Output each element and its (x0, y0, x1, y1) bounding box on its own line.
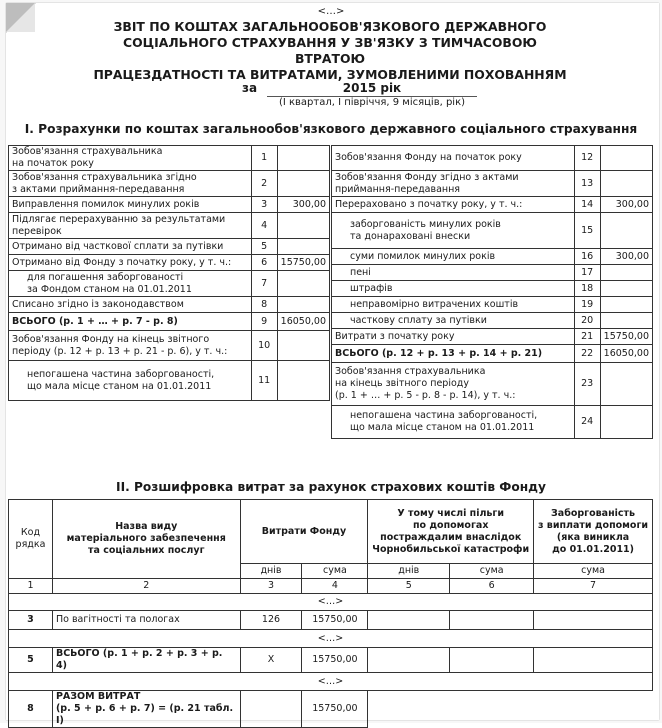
col-number: 6 (450, 579, 534, 594)
row-label: ВСЬОГО (р. 1 + … + р. 7 - р. 8) (9, 313, 252, 331)
row-code: 1 (251, 146, 277, 171)
right-row-22 (332, 345, 653, 363)
row-label: Перераховано з початку року, у т. ч.: (332, 197, 575, 213)
col-number: 7 (534, 579, 653, 594)
row-empty (534, 691, 653, 728)
row-code: 8 (9, 691, 53, 728)
row-label: Зобов'язання Фонду згідно з актами приймання-передавання (332, 171, 575, 197)
row-code: 5 (251, 239, 277, 255)
right-row-13 (332, 171, 653, 197)
row-label: неправомірно витрачених коштів (332, 297, 575, 313)
row-value: 300,00 (600, 197, 652, 213)
row-value (600, 363, 652, 406)
omission-row: <…> (9, 673, 653, 691)
document-title (90, 19, 570, 83)
row-days (240, 691, 302, 728)
left-row-3 (9, 197, 330, 213)
row-label: Зобов'язання Фонду на початок року (332, 146, 575, 171)
row-code: 23 (574, 363, 600, 406)
row-value (600, 297, 652, 313)
row-value (277, 239, 329, 255)
row-label: заборгованість минулих років та донараховані внески (332, 213, 575, 249)
col-number: 1 (9, 579, 53, 594)
omission-row: <…> (9, 630, 653, 648)
header-name (52, 500, 240, 579)
header-code (9, 500, 53, 579)
report-year: 2015 рік (267, 81, 477, 97)
row-code: 24 (574, 406, 600, 439)
row-value: 16050,00 (277, 313, 329, 331)
row-value (277, 271, 329, 297)
period-hint: (I квартал, I півріччя, 9 місяців, рік) (278, 97, 466, 108)
table-row (9, 691, 653, 728)
row-code: 20 (574, 313, 600, 329)
header-debt-text: Заборгованість з виплати допомоги (яка виникла до 01.01.2011) (537, 507, 649, 555)
row-code: 12 (574, 146, 600, 171)
row-value: 300,00 (600, 249, 652, 265)
row-label: непогашена частина заборгованості, що мала місце станом на 01.01.2011 (332, 406, 575, 439)
row-name: По вагітності та пологах (52, 611, 240, 630)
row-value (600, 146, 652, 171)
row-label: для погашення заборгованості за Фондом станом на 01.01.2011 (9, 271, 252, 297)
left-row-5 (9, 239, 330, 255)
omission-mark: <…> (317, 6, 345, 17)
row-value (600, 406, 652, 439)
row-label: Отримано від часткової сплати за путівки (9, 239, 252, 255)
row-empty (368, 691, 450, 728)
row-name-text: РАЗОМ ВИТРАТ (р. 5 + р. 6 + р. 7) = (р. 21 табл. І) (55, 691, 234, 726)
right-row-24 (332, 406, 653, 439)
row-value: 300,00 (277, 197, 329, 213)
section-1-right-table (331, 145, 653, 439)
right-row-12 (332, 146, 653, 171)
row-cell (450, 611, 534, 630)
row-label: Виправлення помилок минулих років (9, 197, 252, 213)
row-value: 15750,00 (600, 329, 652, 345)
right-row-19 (332, 297, 653, 313)
section-1-left-table (8, 145, 330, 401)
left-row-4 (9, 213, 330, 239)
header-days: днів (368, 564, 450, 579)
header-debt (534, 500, 653, 564)
row-code: 7 (251, 271, 277, 297)
row-value (277, 297, 329, 313)
row-value (600, 213, 652, 249)
header-chornobyl (368, 500, 534, 564)
col-number: 4 (302, 579, 368, 594)
row-value (277, 213, 329, 239)
row-label: часткову сплату за путівки (332, 313, 575, 329)
col-number: 3 (240, 579, 302, 594)
row-label: Зобов'язання страхувальника на кінець звітного періоду (р. 1 + … + р. 5 - р. 8 - р. 14), у т. ч.: (332, 363, 575, 406)
row-value (600, 265, 652, 281)
row-value (600, 313, 652, 329)
row-code: 5 (9, 648, 53, 673)
row-value (600, 281, 652, 297)
section-2-table (8, 499, 653, 728)
header-code-text: Код рядка (15, 527, 46, 550)
row-label: Зобов'язання страхувальника згідно з актами приймання-передавання (9, 171, 252, 197)
row-code: 21 (574, 329, 600, 345)
row-label: Зобов'язання страхувальника на початок року (9, 146, 252, 171)
left-row-7 (9, 271, 330, 297)
row-value: 15750,00 (277, 255, 329, 271)
row-label: непогашена частина заборгованості, що мала місце станом на 01.01.2011 (9, 361, 252, 401)
period-prefix: за (242, 81, 258, 95)
row-code: 10 (251, 331, 277, 361)
left-row-6 (9, 255, 330, 271)
right-row-17 (332, 265, 653, 281)
row-name: ВСЬОГО (р. 1 + р. 2 + р. 3 + р. 4) (52, 648, 240, 673)
row-cell (534, 648, 653, 673)
row-label: штрафів (332, 281, 575, 297)
row-days: 126 (240, 611, 302, 630)
title-line: ПРАЦЕЗДАТНОСТІ ТА ВИТРАТАМИ, ЗУМОВЛЕНИМИ ПОХОВАННЯМ (93, 67, 567, 82)
left-row-11 (9, 361, 330, 401)
row-value (277, 331, 329, 361)
row-code: 14 (574, 197, 600, 213)
row-code: 13 (574, 171, 600, 197)
row-days: Х (240, 648, 302, 673)
row-name (52, 691, 240, 728)
left-row-2 (9, 171, 330, 197)
omission-row: <…> (9, 594, 653, 611)
right-row-23 (332, 363, 653, 406)
row-label: Зобов'язання Фонду на кінець звітного періоду (р. 12 + р. 13 + р. 21 - р. 6), у т. ч.: (9, 331, 252, 361)
row-value (277, 171, 329, 197)
header-sum: сума (302, 564, 368, 579)
row-cell (534, 611, 653, 630)
header-name-text: Назва виду матеріального забезпечення та соціальних послуг (66, 521, 226, 556)
row-code: 9 (251, 313, 277, 331)
row-value (600, 171, 652, 197)
right-row-14 (332, 197, 653, 213)
title-line: СОЦІАЛЬНОГО СТРАХУВАННЯ У ЗВ'ЯЗКУ З ТИМЧАСОВОЮ ВТРАТОЮ (123, 35, 537, 66)
col-number: 2 (52, 579, 240, 594)
row-label: Списано згідно із законодавством (9, 297, 252, 313)
title-line: ЗВІТ ПО КОШТАХ ЗАГАЛЬНООБОВ'ЯЗКОВОГО ДЕРЖАВНОГО (113, 19, 547, 34)
row-sum: 15750,00 (302, 611, 368, 630)
row-code: 4 (251, 213, 277, 239)
row-empty (450, 691, 534, 728)
row-value: 16050,00 (600, 345, 652, 363)
left-row-8 (9, 297, 330, 313)
section-1-title: I. Розрахунки по коштах загальнообов'язкового державного соціального страхування (24, 122, 638, 136)
left-row-1 (9, 146, 330, 171)
left-row-10 (9, 331, 330, 361)
row-cell (368, 648, 450, 673)
header-fund-expenses: Витрати Фонду (240, 500, 368, 564)
row-label: Отримано від Фонду з початку року, у т. ч.: (9, 255, 252, 271)
right-row-16 (332, 249, 653, 265)
right-row-20 (332, 313, 653, 329)
row-code: 3 (251, 197, 277, 213)
row-code: 6 (251, 255, 277, 271)
row-code: 11 (251, 361, 277, 401)
row-label: пені (332, 265, 575, 281)
row-cell (450, 648, 534, 673)
col-number: 5 (368, 579, 450, 594)
row-label: суми помилок минулих років (332, 249, 575, 265)
row-code: 8 (251, 297, 277, 313)
row-sum: 15750,00 (302, 648, 368, 673)
row-value (277, 361, 329, 401)
row-code: 3 (9, 611, 53, 630)
header-sum: сума (534, 564, 653, 579)
header-sum: сума (450, 564, 534, 579)
right-row-15 (332, 213, 653, 249)
row-code: 18 (574, 281, 600, 297)
right-row-21 (332, 329, 653, 345)
row-sum: 15750,00 (302, 691, 368, 728)
row-label: Підлягає перерахуванню за результатами перевірок (9, 213, 252, 239)
row-code: 19 (574, 297, 600, 313)
row-cell (368, 611, 450, 630)
row-code: 15 (574, 213, 600, 249)
row-value (277, 146, 329, 171)
section-2-title: II. Розшифровка витрат за рахунок страхових коштів Фонду (116, 480, 546, 494)
table-row (9, 648, 653, 673)
header-chornobyl-text: У тому числі пільги по допомогах постраждалим внаслідок Чорнобильської катастрофи (372, 507, 530, 555)
row-code: 17 (574, 265, 600, 281)
table-row (9, 611, 653, 630)
row-code: 2 (251, 171, 277, 197)
row-code: 16 (574, 249, 600, 265)
left-row-9 (9, 313, 330, 331)
row-label: Витрати з початку року (332, 329, 575, 345)
right-row-18 (332, 281, 653, 297)
row-label: ВСЬОГО (р. 12 + р. 13 + р. 14 + р. 21) (332, 345, 575, 363)
row-code: 22 (574, 345, 600, 363)
header-days: днів (240, 564, 302, 579)
